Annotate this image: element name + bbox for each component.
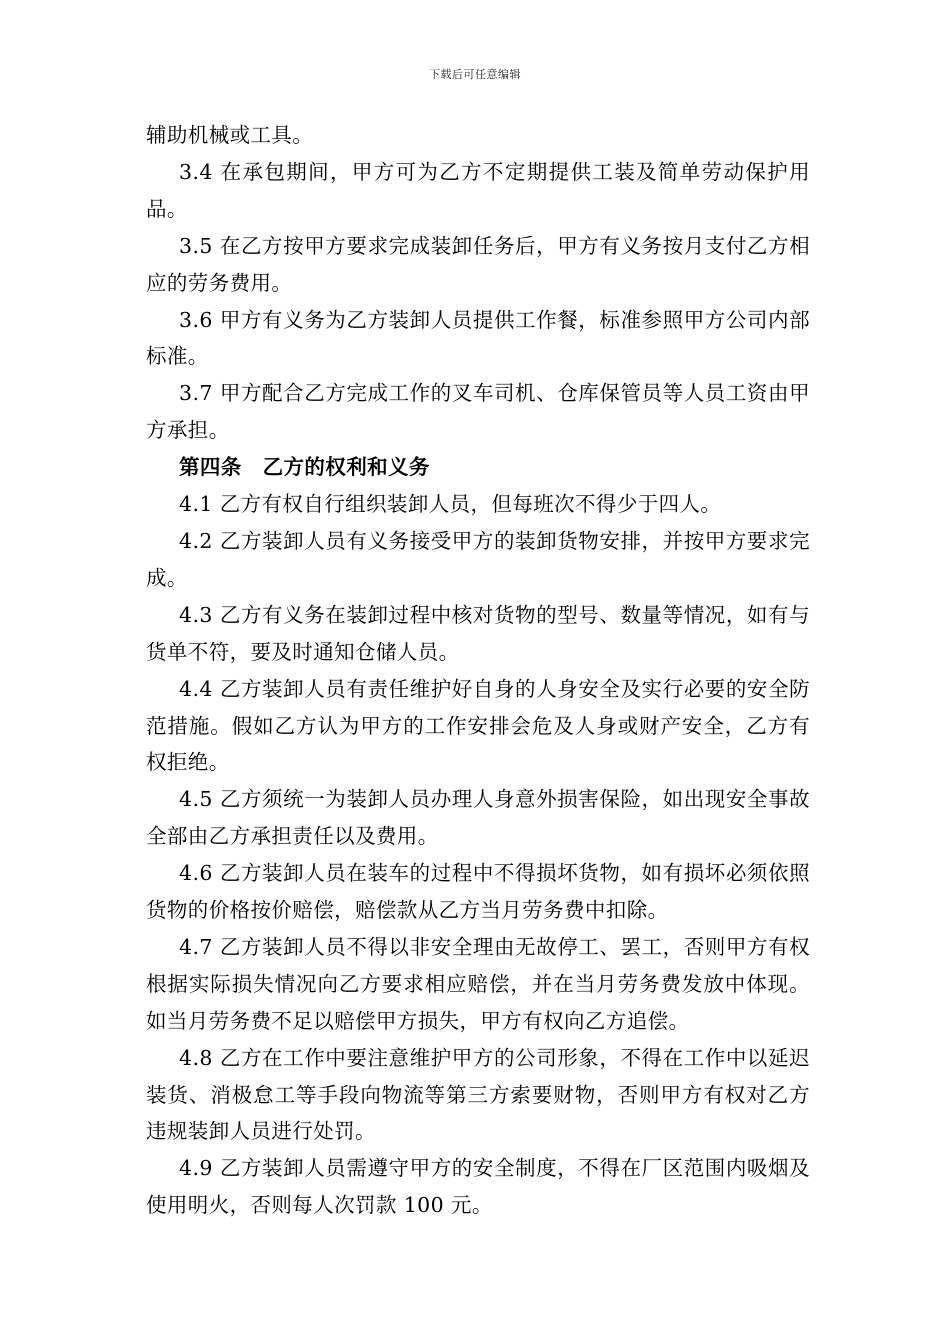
clause-3-7: 3.7 甲方配合乙方完成工作的叉车司机、仓库保管员等人员工资由甲方承担。 <box>146 381 810 443</box>
paragraph-continuation: 辅助机械或工具。 <box>146 123 314 147</box>
page-header: 下载后可任意编辑 <box>429 68 521 81</box>
clause-4-7: 4.7 乙方装卸人员不得以非安全理由无故停工、罢工，否则甲方有权根据实际损失情况向乙方要求相应赔偿，并在当月劳务费发放中体现。如当月劳务费不足以赔偿甲方损失，甲方有权向乙方追偿。 <box>146 934 810 1033</box>
clause-4-8: 4.8 乙方在工作中要注意维护甲方的公司形象，不得在工作中以延迟装货、消极怠工等手段向物流等第三方索要财物，否则甲方有权对乙方违规装卸人员进行处罚。 <box>146 1045 810 1144</box>
clause-4-9: 4.9 乙方装卸人员需遵守甲方的安全制度，不得在厂区范围内吸烟及使用明火，否则每人次罚款 100 元。 <box>146 1156 810 1218</box>
clause-4-3: 4.3 乙方有义务在装卸过程中核对货物的型号、数量等情况，如有与货单不符，要及时通知仓储人员。 <box>146 602 810 664</box>
clause-3-5: 3.5 在乙方按甲方要求完成装卸任务后，甲方有义务按月支付乙方相应的劳务费用。 <box>146 233 810 295</box>
clause-3-6: 3.6 甲方有义务为乙方装卸人员提供工作餐，标准参照甲方公司内部标准。 <box>146 307 810 369</box>
section-heading-article-4: 第四条 乙方的权利和义务 <box>179 455 430 480</box>
clause-4-2: 4.2 乙方装卸人员有义务接受甲方的装卸货物安排，并按甲方要求完成。 <box>146 528 810 590</box>
clause-4-6: 4.6 乙方装卸人员在装车的过程中不得损坏货物，如有损坏必须依照货物的价格按价赔偿，赔偿款从乙方当月劳务费中扣除。 <box>146 861 810 923</box>
clause-4-1: 4.1 乙方有权自行组织装卸人员，但每班次不得少于四人。 <box>179 492 722 517</box>
clause-4-5: 4.5 乙方须统一为装卸人员办理人身意外损害保险，如出现安全事故全部由乙方承担责任以及费用。 <box>146 787 810 849</box>
document-body <box>146 117 810 1224</box>
clause-3-4: 3.4 在承包期间，甲方可为乙方不定期提供工装及简单劳动保护用品。 <box>146 159 810 221</box>
clause-4-4: 4.4 乙方装卸人员有责任维护好自身的人身安全及实行必要的安全防范措施。假如乙方认为甲方的工作安排会危及人身或财产安全，乙方有权拒绝。 <box>146 676 810 775</box>
